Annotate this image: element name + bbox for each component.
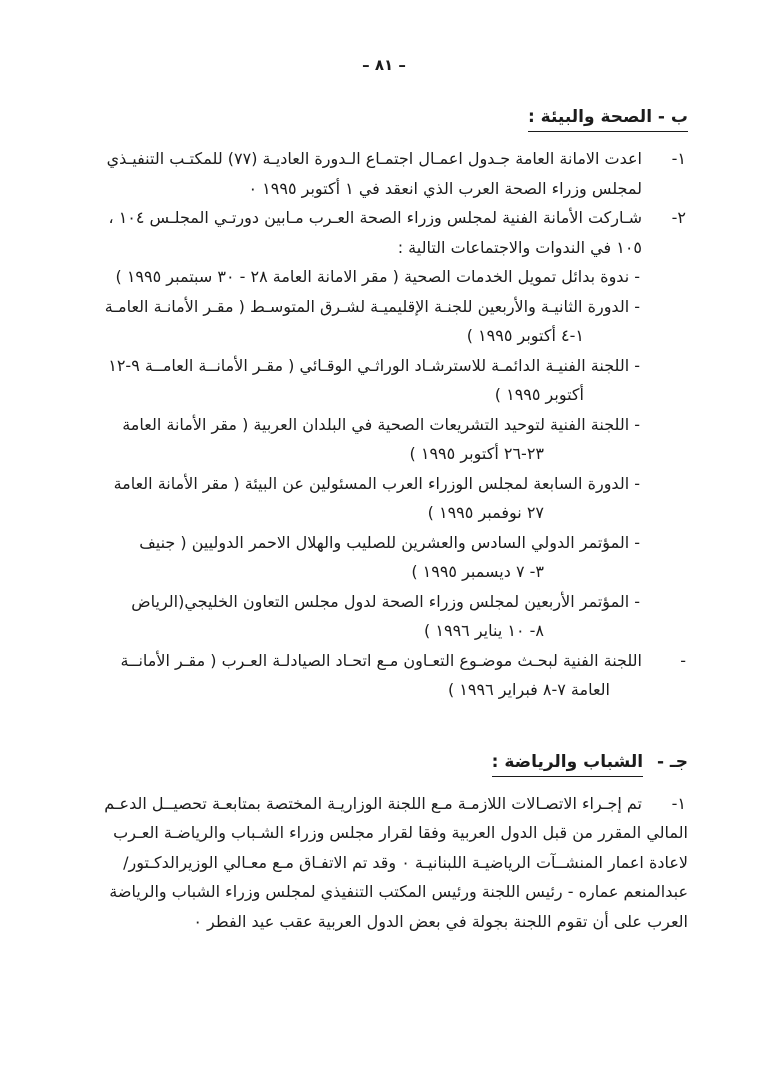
item-b1-marker: ١- — [671, 149, 686, 168]
text-line: لمجلس وزراء الصحة العرب الذي انعقد في ١ أكتوبر ١٩٩٥ ٠ — [248, 178, 642, 198]
list-item-b1 — [80, 144, 688, 203]
page-number: – ٨١ – — [362, 56, 406, 74]
sub-item-line: - اللجنة الفنية لتوحيد التشريعات الصحية في البلدان العربية ( مقر الأمانة العامة — [122, 414, 640, 434]
text-line: لاعادة اعمار المنشــآت الرياضيـة اللبنانيـة ٠ وقد تم الاتفـاق مـع معـالي الوزيرالدكـتور/ — [123, 852, 688, 872]
section-b-heading-row — [80, 104, 688, 130]
item-c1-marker: ١- — [671, 793, 686, 813]
text-line: اعدت الامانة العامة جـدول اعمـال اجتمـاع الـدورة العاديـة (٧٧) للمكتـب التنفيـذي — [106, 149, 642, 168]
list-item-b2 — [80, 203, 688, 262]
list-item-b3 — [80, 646, 688, 705]
item-b2-marker: ٢- — [671, 208, 686, 227]
text-line: عبدالمنعم عماره - رئيس اللجنة ورئيس المكتب التنفيذي لمجلس وزراء الشباب والرياضة — [109, 882, 688, 901]
text-line: المالي المقرر من قبل الدول العربية وفقا لقرار مجلس وزراء الشـباب والرياضـة العـرب — [113, 823, 688, 842]
sub-item-line: - ندوة بدائل تمويل الخدمات الصحية ( مقر الامانة العامة ٢٨ - ٣٠ سبتمبر ١٩٩٥ ) — [115, 267, 640, 286]
section-youth-sports — [80, 749, 688, 937]
sub-item-line: - اللجنة الفنيـة الدائمـة للاسترشـاد الوراثـي الوقـائي ( مقـر الأمانــة العامــة ٩-١٢ — [108, 355, 640, 375]
list-item-c1 — [80, 789, 688, 937]
text-line: اللجنة الفنية لبحـث موضـوع التعـاون مـع اتحـاد الصيادلـة العـرب ( مقـر الأمانــة — [120, 650, 642, 670]
text-line: تم إجـراء الاتصـالات اللازمـة مـع اللجنة الوزاريـة المختصة بمتابعـة تحصيــل الدعـم — [104, 793, 642, 813]
section-c-heading-marker: جـ - — [656, 751, 688, 772]
section-b-heading: ب - الصحة والبيئة : — [528, 107, 688, 132]
sub-item-date-line: ٢٧ نوفمبر ١٩٩٥ ) — [427, 503, 544, 522]
text-line: ١٠٥ في الندوات والاجتماعات التالية : — [397, 237, 642, 257]
text-line: شـاركت الأمانة الفنية لمجلس وزراء الصحة العـرب مـابين دورتـي المجلـس ١٠٤ ، — [108, 208, 642, 227]
sub-item-date-line: ٨- ١٠ يناير ١٩٩٦ ) — [424, 621, 544, 640]
section-health-environment — [80, 104, 688, 705]
sub-item-line: - الدورة الثانيـة والأربعين للجنـة الإقليميـة لشـرق المتوسـط ( مقـر الأمانـة العامـة — [104, 296, 640, 316]
sub-item-line: - المؤتمر الدولي السادس والعشرين للصليب والهلال الاحمر الدوليين ( جنيف — [139, 532, 640, 552]
sublist-meetings — [80, 262, 688, 646]
text-line: العامة ٧-٨ فبراير ١٩٩٦ ) — [447, 680, 610, 699]
sub-item-date-line: أكتوبر ١٩٩٥ ) — [494, 385, 584, 404]
text-line: العرب على أن تقوم اللجنة بجولة في بعض الدول العربية عقب عيد الفطر ٠ — [193, 911, 688, 931]
sub-item-line: - المؤتمر الأربعين لمجلس وزراء الصحة لدول مجلس التعاون الخليجي(الرياض — [131, 591, 640, 611]
item-b3-marker: - — [680, 650, 686, 670]
sub-item-date-line: ٢٣-٢٦ أكتوبر ١٩٩٥ ) — [409, 444, 544, 463]
sub-item-line: - الدورة السابعة لمجلس الوزراء العرب المسئولين عن البيئة ( مقر الأمانة العامة — [113, 473, 640, 493]
sub-item-date-line: ١-٤ أكتوبر ١٩٩٥ ) — [466, 326, 584, 345]
section-c-heading-row — [80, 749, 688, 775]
sub-item-date-line: ٣- ٧ ديسمبر ١٩٩٥ ) — [411, 562, 544, 581]
section-c-heading: الشباب والرياضة : — [492, 752, 643, 777]
